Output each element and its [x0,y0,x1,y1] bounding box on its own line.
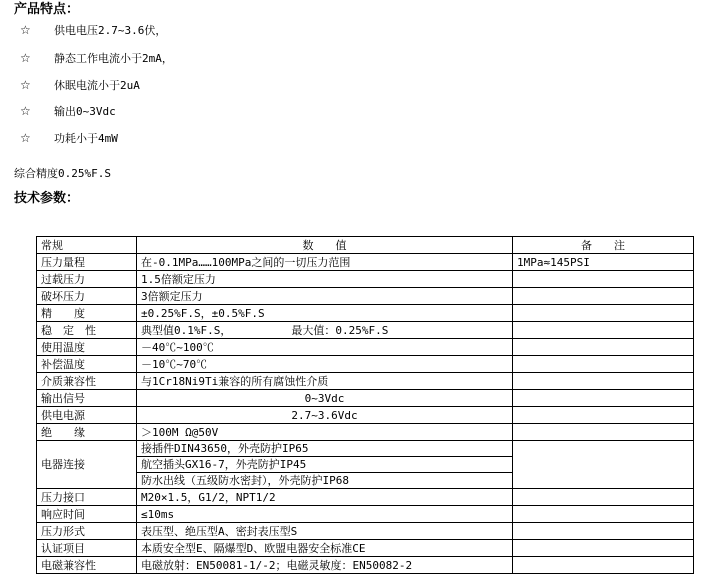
table-row [37,424,694,441]
row-value: 1.5倍额定压力 [137,271,513,288]
header-cell: 备 注 [513,237,694,254]
row-label: 绝 缘 [37,424,137,441]
row-label: 精 度 [37,305,137,322]
params-heading: 技术参数： [14,191,80,206]
row-label: 压力形式 [37,523,137,540]
row-note [513,407,694,424]
star-icon: ☆ [20,23,31,37]
row-note [513,288,694,305]
feature-text: 功耗小于4mW [54,132,118,145]
row-note [513,424,694,441]
feature-item [20,51,173,66]
table-row [37,356,694,373]
feature-item [20,78,140,93]
star-icon: ☆ [20,104,31,118]
table-row [37,407,694,424]
stability-typical: 典型值0.1%F.S， [141,323,232,337]
connection-option: 接插件DIN43650，外壳防护IP65 [137,441,512,457]
row-value: 表压型、绝压型A、密封表压型S [137,523,513,540]
row-note [513,373,694,390]
row-value [137,322,513,339]
row-value: 2.7~3.6Vdc [137,407,513,424]
row-note [513,557,694,574]
row-label: 电磁兼容性 [37,557,137,574]
row-label: 电器连接 [37,441,137,489]
stability-max: 最大值：0.25%F.S [291,323,389,337]
spec-table [36,236,694,574]
row-label: 过载压力 [37,271,137,288]
row-label: 供电电源 [37,407,137,424]
connection-option: 防水出线（五级防水密封），外壳防护IP68 [141,474,349,487]
feature-item [20,131,118,146]
row-value: M20×1.5，G1/2，NPT1/2 [137,489,513,506]
row-value: ±0.25%F.S，±0.5%F.S [137,305,513,322]
row-label: 破坏压力 [37,288,137,305]
feature-text: 静态工作电流小于2mA， [54,52,173,65]
row-value: －40℃~100℃ [137,339,513,356]
row-note [513,506,694,523]
row-value: 电磁放射：EN50081-1/-2；电磁灵敏度：EN50082-2 [137,557,513,574]
accuracy-text: 综合精度0.25%F.S [14,167,111,180]
star-icon: ☆ [20,78,31,92]
row-note [513,305,694,322]
table-row [37,254,694,271]
header-cell: 常规 [37,237,137,254]
row-note [513,339,694,356]
star-icon: ☆ [20,131,31,145]
table-row [37,441,694,489]
row-label: 压力接口 [37,489,137,506]
table-row [37,557,694,574]
table-row [37,271,694,288]
row-value: 0~3Vdc [137,390,513,407]
row-note [513,489,694,506]
row-value: ＞100M Ω@50V [137,424,513,441]
row-value [137,441,513,489]
connection-option: 航空插头GX16-7，外壳防护IP45 [137,457,512,473]
row-note [513,356,694,373]
feature-item [20,104,116,119]
row-note [513,322,694,339]
feature-text: 供电电压2.7~3.6伏， [54,24,167,37]
row-label: 响应时间 [37,506,137,523]
row-label: 输出信号 [37,390,137,407]
row-label: 压力量程 [37,254,137,271]
row-note [513,271,694,288]
row-value: 本质安全型E、隔爆型D、欧盟电器安全标准CE [137,540,513,557]
row-note [513,441,694,489]
table-row [37,540,694,557]
table-row [37,390,694,407]
table-header-row [37,237,694,254]
feature-item [20,23,166,38]
header-cell: 数 值 [137,237,513,254]
row-label: 使用温度 [37,339,137,356]
row-note [513,523,694,540]
row-label: 认证项目 [37,540,137,557]
features-heading: 产品特点： [14,2,80,17]
row-value: ≤10ms [137,506,513,523]
table-row [37,506,694,523]
row-label: 补偿温度 [37,356,137,373]
table-row [37,305,694,322]
row-label: 介质兼容性 [37,373,137,390]
row-value: 在-0.1MPa……100MPa之间的一切压力范围 [137,254,513,271]
table-row [37,322,694,339]
star-icon: ☆ [20,51,31,65]
table-row [37,523,694,540]
row-note [513,390,694,407]
table-row [37,489,694,506]
table-row [37,373,694,390]
row-value: －10℃~70℃ [137,356,513,373]
table-row [37,288,694,305]
row-note [513,540,694,557]
row-value: 与1Cr18Ni9Ti兼容的所有腐蚀性介质 [137,373,513,390]
row-label: 稳 定 性 [37,322,137,339]
row-note: 1MPa≈145PSI [513,254,694,271]
feature-text: 输出0~3Vdc [54,105,116,118]
table-row [37,339,694,356]
row-value: 3倍额定压力 [137,288,513,305]
feature-text: 休眠电流小于2uA [54,79,140,92]
